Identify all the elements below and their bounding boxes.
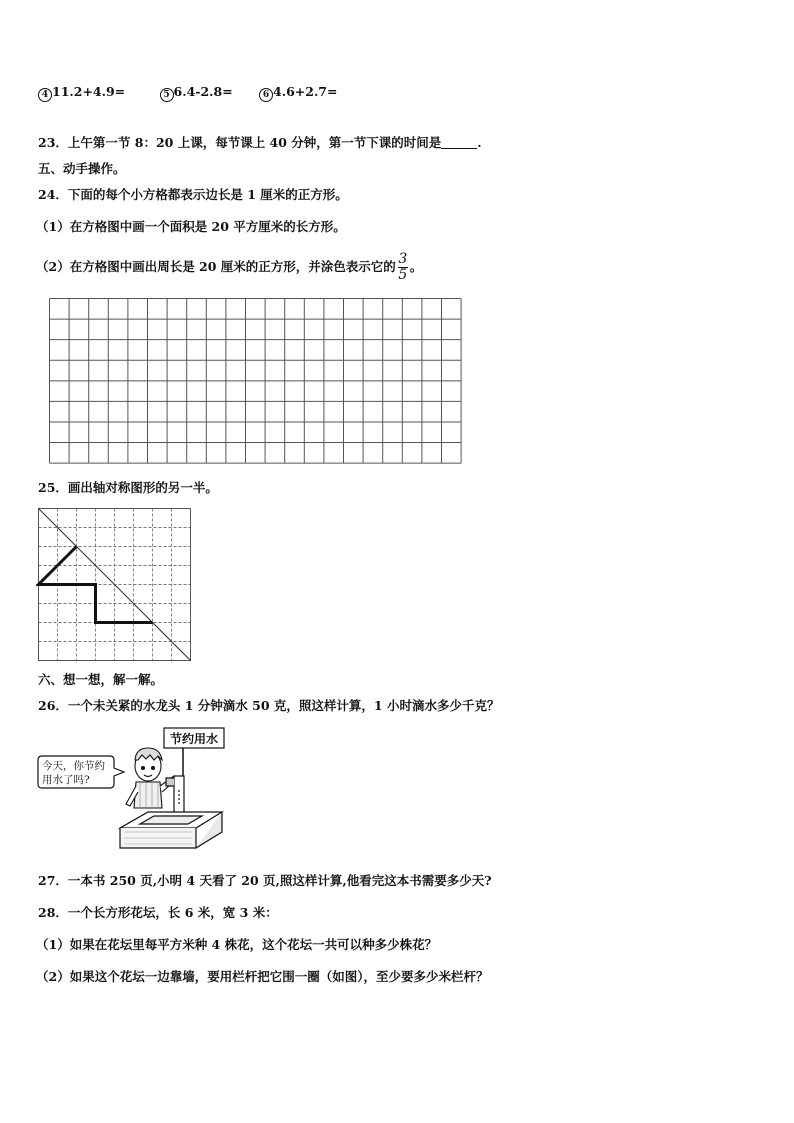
q23-answer-blank[interactable] — [441, 136, 477, 149]
q23-tail: . — [477, 135, 482, 150]
fraction-three-fifths — [398, 252, 408, 283]
section-6-heading: 六、想一想，解一解。 — [38, 672, 164, 687]
q24-part1: （1）在方格图中画一个面积是 20 平方厘米的长方形。 — [36, 219, 346, 234]
bubble-line-1: 今天，你节约 — [42, 760, 105, 772]
fraction-numerator: 3 — [398, 250, 408, 267]
q24-part2-text: （2）在方格图中画出周长是 20 厘米的正方形，并涂色表示它的 — [36, 259, 396, 274]
circled-number-5: 5 — [160, 88, 174, 102]
q28-part2: （2）如果这个花坛一边靠墙，要用栏杆把它围一圈（如图），至少要多少米栏杆？ — [36, 969, 489, 984]
circled-number-6: 6 — [259, 88, 273, 102]
q23-question — [38, 135, 482, 151]
q22-expr-4-prefix: 1 — [52, 84, 61, 99]
sink-basin-icon — [120, 812, 222, 848]
fraction-denominator: 5 — [398, 266, 408, 283]
q24-part2 — [36, 249, 422, 285]
bubble-line-2: 用水了吗? — [42, 774, 90, 786]
q28-part1: （1）如果在花坛里每平方米种 4 株花，这个花坛一共可以种多少株花？ — [36, 937, 438, 952]
water-saving-illustration — [36, 724, 236, 854]
q27-question: 27．一本书 250 页,小明 4 天看了 20 页,照这样计算,他看完这本书需要多少天? — [38, 873, 492, 888]
section-5-heading: 五、动手操作。 — [38, 161, 126, 176]
q24-square-grid[interactable] — [47, 296, 467, 468]
q22-item-4 — [38, 84, 125, 102]
q26-question: 26．一个未关紧的水龙头 1 分钟滴水 50 克，照这样计算，1 小时滴水多少千克？ — [38, 698, 500, 713]
q22-expr-6: 4.6+2.7= — [273, 84, 338, 99]
sign-text: 节约用水 — [169, 732, 219, 746]
q24-stem: 24．下面的每个小方格都表示边长是 1 厘米的正方形。 — [38, 187, 348, 202]
q24-part2-tail: 。 — [409, 259, 423, 274]
circled-number-4: 4 — [38, 88, 52, 102]
q22-expr-5: 6.4-2.8= — [173, 84, 233, 99]
q25-question: 25．画出轴对称图形的另一半。 — [38, 480, 218, 495]
q22-item-6 — [259, 84, 337, 102]
q22-equations — [38, 84, 337, 102]
q22-item-5 — [160, 84, 233, 102]
q25-symmetry-figure[interactable] — [36, 506, 194, 664]
speech-bubble — [38, 756, 124, 788]
q22-expr-4: 1.2+4.9= — [60, 84, 126, 99]
q23-text: 23．上午第一节 8：20 上课，每节课上 40 分钟，第一节下课的时间是 — [38, 135, 442, 150]
water-saving-sign — [164, 728, 224, 784]
q28-stem: 28．一个长方形花坛，长 6 米，宽 3 米： — [38, 905, 278, 920]
